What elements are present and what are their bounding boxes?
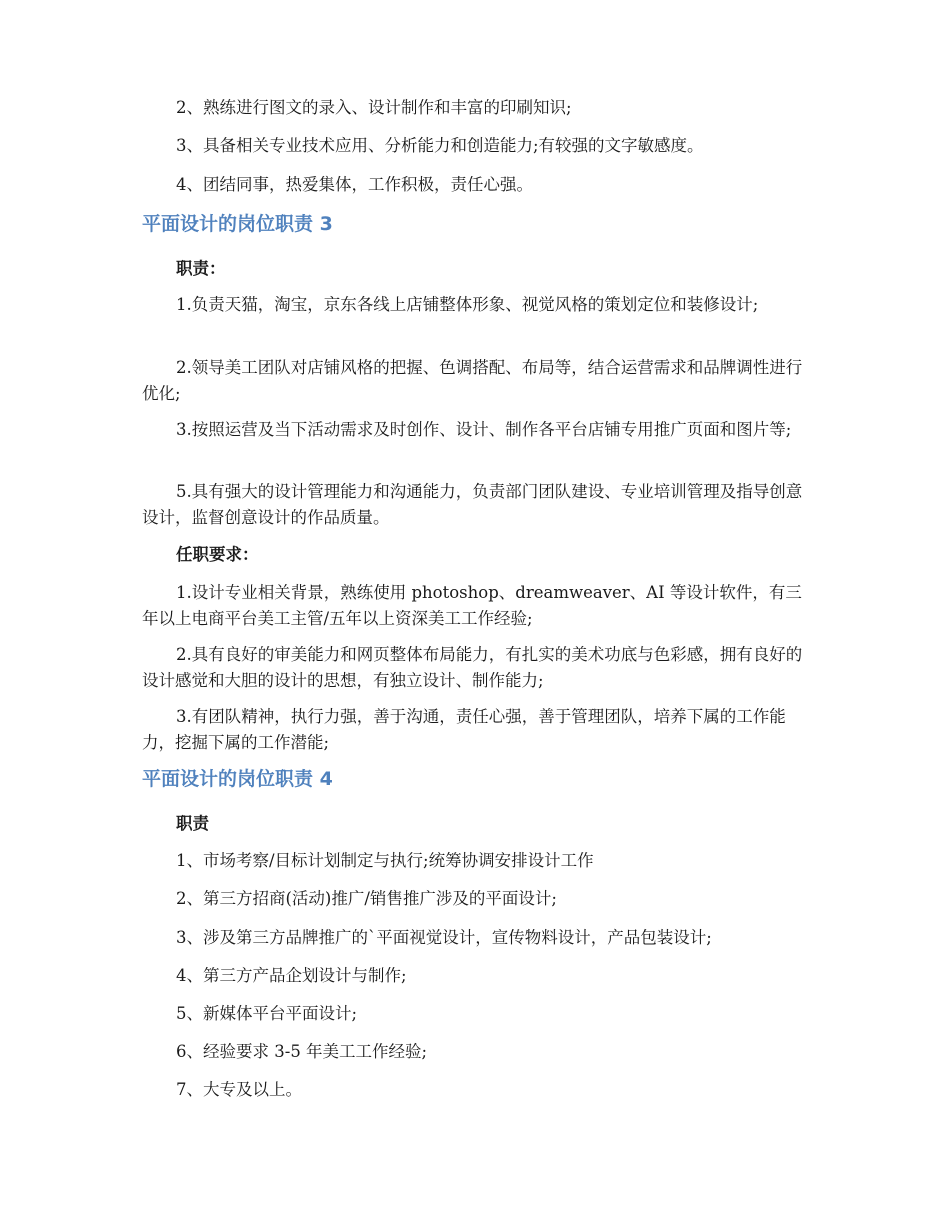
- list-item: 7、大专及以上。: [176, 1080, 302, 1099]
- duty-item: 2.领导美工团队对店铺风格的把握、色调搭配、布局等，结合运营需求和品牌调性进行优化;: [142, 358, 803, 403]
- list-item: 2、熟练进行图文的录入、设计制作和丰富的印刷知识;: [176, 98, 572, 117]
- duties-label: 职责：: [176, 259, 226, 278]
- list-item: 3、涉及第三方品牌推广的`平面视觉设计，宣传物料设计，产品包装设计;: [176, 928, 712, 947]
- list-item: 1、市场考察/目标计划制定与执行;统筹协调安排设计工作: [176, 851, 594, 870]
- list-item: 4、团结同事，热爱集体，工作积极，责任心强。: [176, 175, 533, 194]
- duties-label: 职责: [176, 814, 209, 833]
- section-heading-4: 平面设计的岗位职责 4: [142, 768, 333, 790]
- duty-item: 5.具有强大的设计管理能力和沟通能力，负责部门团队建设、专业培训管理及指导创意设计，监督创意设计的作品质量。: [142, 482, 803, 527]
- requirements-label: 任职要求：: [176, 545, 259, 564]
- requirement-item: 1.设计专业相关背景，熟练使用 photoshop、dreamweaver、AI 等设计软件，有三年以上电商平台美工主管/五年以上资深美工工作经验;: [142, 583, 802, 628]
- list-item: 2、第三方招商(活动)推广/销售推广涉及的平面设计;: [176, 889, 557, 908]
- list-item: 5、新媒体平台平面设计;: [176, 1004, 358, 1023]
- section-heading-3: 平面设计的岗位职责 3: [142, 213, 333, 235]
- duty-item: 3.按照运营及当下活动需求及时创作、设计、制作各平台店铺专用推广页面和图片等;: [176, 420, 792, 439]
- requirement-item: 2.具有良好的审美能力和网页整体布局能力，有扎实的美术功底与色彩感，拥有良好的设计感觉和大胆的设计的思想，有独立设计、制作能力;: [142, 645, 803, 690]
- requirement-item: 3.有团队精神，执行力强，善于沟通，责任心强，善于管理团队，培养下属的工作能力，挖掘下属的工作潜能;: [142, 707, 786, 752]
- duty-item: 1.负责天猫，淘宝，京东各线上店铺整体形象、视觉风格的策划定位和装修设计;: [176, 295, 759, 314]
- list-item: 6、经验要求 3-5 年美工工作经验;: [176, 1042, 428, 1061]
- list-item: 3、具备相关专业技术应用、分析能力和创造能力;有较强的文字敏感度。: [176, 136, 704, 155]
- list-item: 4、第三方产品企划设计与制作;: [176, 966, 407, 985]
